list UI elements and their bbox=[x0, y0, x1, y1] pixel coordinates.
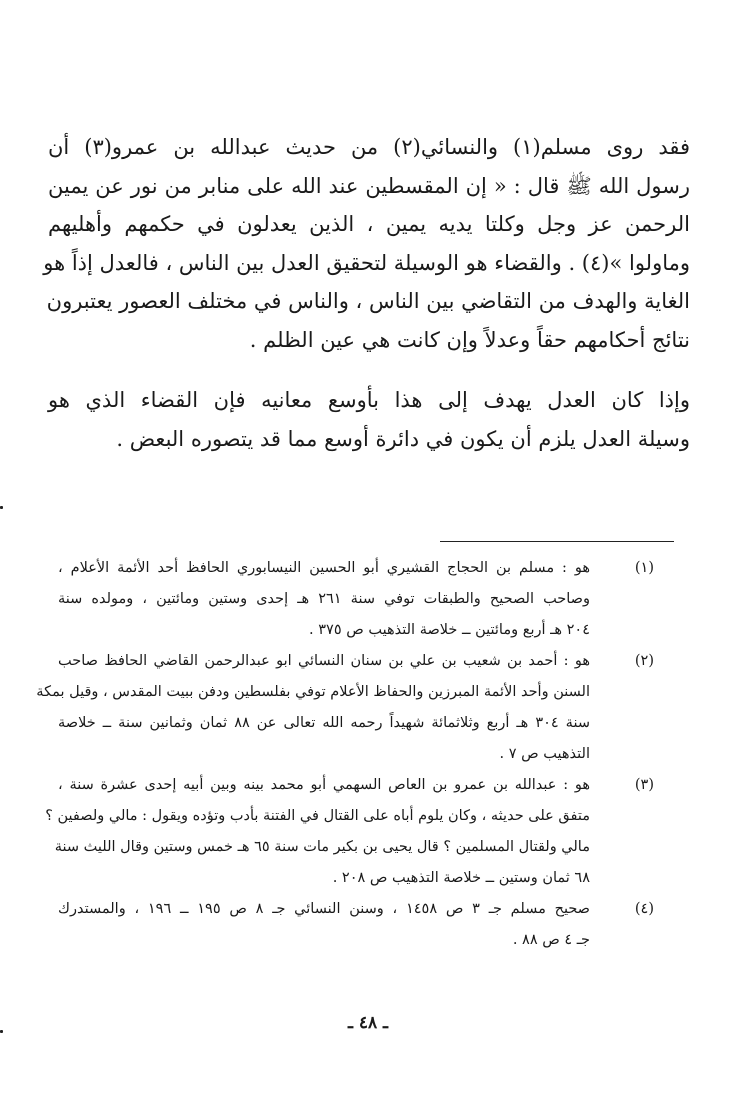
footnote-line: التذهيب ص ٧ . bbox=[499, 746, 590, 762]
footnote-line: هو : مسلم بن الحجاج القشيري أبو الحسين النيسابوري الحافظ أحد الأئمة الأعلام ، bbox=[58, 560, 590, 576]
footnotes bbox=[36, 553, 654, 956]
footnote-number: (١) bbox=[634, 560, 654, 576]
footnote-line: صحيح مسلم جـ ٣ ص ١٤٥٨ ، وسنن النسائي جـ ٨ ص ١٩٥ ــ ١٩٦ ، والمستدرك bbox=[58, 901, 590, 917]
page-number: ـ ٤٨ ـ bbox=[347, 1013, 389, 1033]
footnote-line: مالي ولقتال المسلمين ؟ قال يحيى بن بكير مات سنة ٦٥ هـ خمس وستين وقال الليث سنة bbox=[54, 839, 590, 855]
footnote bbox=[58, 894, 654, 956]
footnote-divider bbox=[440, 541, 674, 542]
footnote-line: ٦٨ ثمان وستين ــ خلاصة التذهيب ص ٢٠٨ . bbox=[332, 870, 590, 886]
footnote bbox=[36, 646, 654, 770]
footnote-line: ٢٠٤ هـ أربع ومائتين ــ خلاصة التذهيب ص ٣٧٥ . bbox=[309, 622, 590, 638]
footnote bbox=[45, 770, 654, 894]
text-line: الرحمن عز وجل وكلتا يديه يمين ، الذين يعدلون في حكمهم وأهليهم bbox=[48, 212, 690, 236]
footnote-line: هو : أحمد بن شعيب بن علي بن سنان النسائي ابو عبدالرحمن القاضي الحافظ صاحب bbox=[58, 653, 590, 669]
footnote-line: وصاحب الصحيح والطبقات توفي سنة ٢٦١ هـ إحدى وستين ومائتين ، ومولده سنة bbox=[58, 591, 590, 607]
footnote-number: (٤) bbox=[634, 901, 654, 917]
text-line: وسيلة العدل يلزم أن يكون في دائرة أوسع مما قد يتصوره البعض . bbox=[116, 426, 690, 451]
paragraph bbox=[48, 381, 690, 458]
footnote-line: السنن وأحد الأئمة المبرزين والحفاظ الأعلام توفي بفلسطين ودفن ببيت المقدس ، وقيل بمكة bbox=[36, 684, 590, 700]
text-line: نتائج أحكامهم حقاً وعدلاً وإن كانت هي عين الظلم . bbox=[249, 327, 690, 352]
paragraph bbox=[43, 128, 691, 359]
footnote-line: جـ ٤ ص ٨٨ . bbox=[512, 932, 590, 948]
scan-speck bbox=[0, 506, 3, 509]
text-line: فقد روى مسلم(١) والنسائي(٢) من حديث عبدالله بن عمرو(٣) أن bbox=[48, 135, 691, 159]
footnote-line: سنة ٣٠٤ هـ أربع وثلاثمائة شهيداً رحمه الله تعالى عن ٨٨ ثمان وثمانين سنة ــ خلاصة bbox=[58, 715, 590, 731]
main-text bbox=[43, 128, 691, 458]
footnote-line: متفق على حديثه ، وكان يلوم أباه على القتال في الفتنة بأدب وتؤده ويقول : مالي ولصفين ؟ bbox=[45, 808, 590, 824]
footnote-number: (٣) bbox=[634, 777, 654, 793]
text-line: رسول الله ﷺ قال : « إن المقسطين عند الله على منابر من نور عن يمين bbox=[48, 173, 690, 198]
footnote-number: (٢) bbox=[634, 653, 654, 669]
text-line: وماولوا »(٤) . والقضاء هو الوسيلة لتحقيق العدل بين الناس ، فالعدل إذاً هو bbox=[43, 250, 690, 275]
scan-speck bbox=[0, 1030, 3, 1033]
footnote bbox=[58, 553, 654, 646]
footnote-line: هو : عبدالله بن عمرو بن العاص السهمي أبو محمد بينه وبين أبيه إحدى عشرة سنة ، bbox=[58, 777, 590, 793]
text-line: وإذا كان العدل يهدف إلى هذا بأوسع معانيه فإن القضاء الذي هو bbox=[48, 388, 690, 412]
text-line: الغاية والهدف من التقاضي بين الناس ، والناس في مختلف العصور يعتبرون bbox=[46, 289, 690, 313]
